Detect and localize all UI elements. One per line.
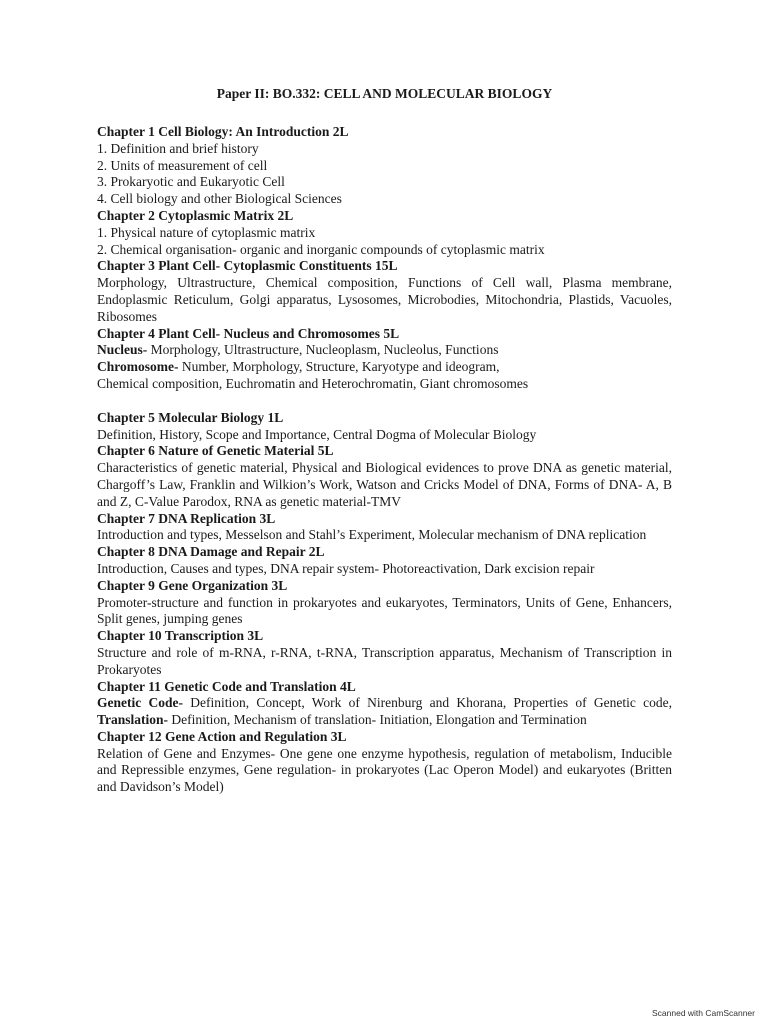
chapter-8-text: Introduction, Causes and types, DNA repair system- Photoreactivation, Dark excision repair <box>97 560 595 576</box>
camscanner-watermark: Scanned with CamScanner <box>651 1008 755 1018</box>
chapter-5 <box>97 410 672 444</box>
chapter-2-item: 1. Physical nature of cytoplasmic matrix <box>97 224 316 240</box>
genetic-code-label: Genetic Code- <box>97 695 183 711</box>
chapter-5-text: Definition, History, Scope and Importance, Central Dogma of Molecular Biology <box>97 426 537 442</box>
syllabus-page <box>97 85 672 796</box>
chapter-6 <box>97 443 672 510</box>
chromosome-label: Chromosome- <box>97 359 179 375</box>
chapter-11-text <box>97 695 672 729</box>
chapter-1 <box>97 124 672 208</box>
chapter-1-item: 1. Definition and brief history <box>97 140 259 156</box>
chapter-7-title: Chapter 7 DNA Replication 3L <box>97 510 276 526</box>
chapter-1-title: Chapter 1 Cell Biology: An Introduction 2L <box>97 124 349 139</box>
chapter-3-title: Chapter 3 Plant Cell- Cytoplasmic Constituents 15L <box>97 258 398 274</box>
chapter-7 <box>97 511 672 545</box>
nucleus-text: Morphology, Ultrastructure, Nucleoplasm, Nucleolus, Functions <box>147 342 499 358</box>
chromosome-text: Number, Morphology, Structure, Karyotype and ideogram, <box>178 359 500 375</box>
chapter-9 <box>97 578 672 628</box>
chapter-4-title: Chapter 4 Plant Cell- Nucleus and Chromosomes 5L <box>97 325 400 341</box>
chapter-11-title: Chapter 11 Genetic Code and Translation 4L <box>97 678 356 694</box>
chapter-5-title: Chapter 5 Molecular Biology 1L <box>97 409 284 425</box>
chapter-10 <box>97 628 672 678</box>
chapter-7-text: Introduction and types, Messelson and Stahl’s Experiment, Molecular mechanism of DNA replication <box>97 527 647 543</box>
chapter-2 <box>97 208 672 258</box>
chapter-12 <box>97 729 672 796</box>
chapter-2-title: Chapter 2 Cytoplasmic Matrix 2L <box>97 207 294 223</box>
chapter-4-extra: Chemical composition, Euchromatin and Heterochromatin, Giant chromosomes <box>97 375 529 391</box>
chapter-1-item: 4. Cell biology and other Biological Sciences <box>97 191 342 207</box>
chapter-1-item: 2. Units of measurement of cell <box>97 157 268 173</box>
chapter-12-title: Chapter 12 Gene Action and Regulation 3L <box>97 728 347 744</box>
chapter-6-text: Characteristics of genetic material, Physical and Biological evidences to prove DNA as genetic material, Chargoff’s Law, Franklin and Wilkion’s Work, Watson and Cricks Model of DNA, Forms of DNA- A, B and Z, C-Value Parodox, RNA as genetic material-TMV <box>97 460 672 509</box>
chapter-9-title: Chapter 9 Gene Organization 3L <box>97 577 288 593</box>
chapter-1-item: 3. Prokaryotic and Eukaryotic Cell <box>97 174 285 190</box>
chapter-2-item: 2. Chemical organisation- organic and inorganic compounds of cytoplasmic matrix <box>97 241 545 257</box>
nucleus-label: Nucleus- <box>97 342 148 358</box>
chapter-3 <box>97 258 672 325</box>
genetic-code-text: Definition, Concept, Work of Nirenburg and Khorana, Properties of Genetic code, <box>182 695 672 711</box>
paper-title: Paper II: BO.332: CELL AND MOLECULAR BIOLOGY <box>216 86 553 101</box>
chapter-10-title: Chapter 10 Transcription 3L <box>97 628 264 644</box>
chapter-6-title: Chapter 6 Nature of Genetic Material 5L <box>97 443 334 459</box>
chapter-8 <box>97 544 672 578</box>
chapter-9-text: Promoter-structure and function in prokaryotes and eukaryotes, Terminators, Units of Gene, Enhancers, Split genes, jumping genes <box>97 594 672 627</box>
section-gap <box>97 393 672 410</box>
chapter-3-text: Morphology, Ultrastructure, Chemical composition, Functions of Cell wall, Plasma membrane, Endoplasmic Reticulum, Golgi apparatus, Lysosomes, Microbodies, Mitochondria, Plastids, Vacuoles, Ribosomes <box>97 275 672 324</box>
translation-text: Definition, Mechanism of translation- Initiation, Elongation and Termination <box>168 712 587 728</box>
chapter-11 <box>97 679 672 729</box>
translation-label: Translation- <box>97 712 169 728</box>
chapter-4 <box>97 326 672 393</box>
chapter-12-text: Relation of Gene and Enzymes- One gene one enzyme hypothesis, regulation of metabolism, Inducible and Repressible enzymes, Gene regulation- in prokaryotes (Lac Operon Model) and eukaryotes (Britten and Davidson’s Model) <box>97 745 672 795</box>
chromosome-line <box>97 359 672 376</box>
chapter-8-title: Chapter 8 DNA Damage and Repair 2L <box>97 544 325 560</box>
nucleus-line <box>97 342 672 359</box>
chapter-10-text: Structure and role of m-RNA, r-RNA, t-RNA, Transcription apparatus, Mechanism of Transcription in Prokaryotes <box>97 644 672 677</box>
